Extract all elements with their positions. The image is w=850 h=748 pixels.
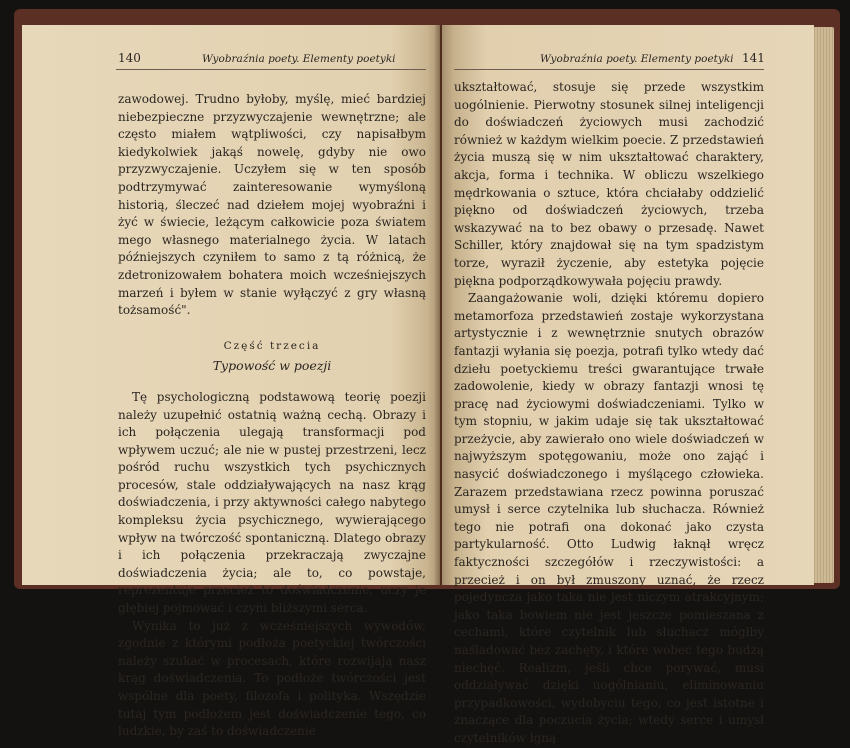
running-header: Wyobraźnia poety. Elementy poetyki — [202, 53, 396, 65]
section-title: Typowość w poezji — [212, 358, 332, 374]
paragraph: zawodowej. Trudno byłoby, myślę, mieć bardziej niebezpieczne przyzwyczajenie wewnętrzne; ale często miałem wątpliwości, czy napisałbym kiedykolwiek jakąś nowelę, gdyby nie owo przyzwyczajenie. Uczyłem się w ten sposób podtrzymywać zainteresowanie wymyśloną historią, śleczeć nad dziełem mojej wyobraźni i żyć w świecie, leżącym całkowicie poza światem mego własnego materialnego życia. W latach późniejszych czyniłem to samo z tą różnicą, że zdetronizowałem bohatera moich wcześniejszych marzeń i byłem w stanie wyłączyć z gry własną tożsamość". — [118, 92, 426, 318]
header-rule — [454, 69, 764, 70]
page-number: 140 — [118, 51, 141, 65]
book-spread — [14, 9, 840, 745]
paragraph: Zaangażowanie woli, dzięki któremu dopiero metamorfoza przedstawień zostaje wykorzystana artystycznie i z wewnętrznie snutych obrazów fantazji wyłania się poezja, potrafi tylko wtedy dać dziełu poetyckiemu treści gwarantujące trwałe zadowolenie, kiedy w obrazy fantazji wnosi tę pracę nad życiowymi doświadczeniami. Tylko w tym stopniu, w jakim udaje się tak ukształtować przeżycie, aby zawierało ono wiele doświadczeń w najwyższym spotęgowaniu, może ono zająć i nasycić doświadczonego i myślącego człowieka. Zarazem przedstawiana rzecz powinna poruszać umysł i serce czytelnika lub słuchacza. Również tego nie potrafi ona dokonać jako czysta partykularność. Otto Ludwig łaknął wręcz faktyczności szczegółów i rzeczywistości: a przecież i on był zmuszony uznać, że rzecz pojedyncza jako taka nie jest niczym atrakcyjnym; jako taka bowiem nie jest jeszcze pomieszana z cechami, które czytelnik lub słuchacz mógłby naśladować bez zachęty, i które wobec tego budzą niechęć. Realizm, jeśli chce porywać, musi oddziaływać dzięki uogólnianiu, eliminowaniu przypadkowości, wydobyciu tego, co jest istotne i znaczące dla poczucia życia; wtedy serce i umysł czytelników łgną — [454, 291, 764, 745]
running-header: Wyobraźnia poety. Elementy poetyki — [540, 53, 734, 65]
paragraph: ukształtować, stosuje się przede wszystkim uogólnienie. Pierwotny stosunek silnej inteligencji do doświadczeń życiowych musi zachodzić również w każdym wielkim poecie. Z przedstawień życia muszą się w nim ukształtować charaktery, akcja, forma i technika. W obliczu wszelkiego mędrkowania o sztuce, która chciałaby oddzielić piękno od doświadczeń życiowych, trzeba wskazywać na to bez obawy o przesadę. Nawet Schiller, który znajdował się na tym spadzistym torze, wyraził życzenie, aby estetyka pojęcie piękna podporządkowywała pojęciu prawdy. — [454, 80, 764, 288]
paragraph: Wynika to już z wcześniejszych wywodów, zgodnie z którymi podłoża poetyckiej twórczości należy szukać w procesach, które rozwijają nasz krąg doświadczenia. To podłoże twórczości jest wspólne dla poety, filozofa i polityka. Wszędzie tutaj tym podłożem jest doświadczenie tego, co ludzkie, by zaś to doświadczenie — [118, 618, 426, 739]
page-number: 141 — [742, 51, 765, 65]
left-page — [22, 25, 440, 739]
paragraph: Tę psychologiczną podstawową teorię poezji należy uzupełnić ostatnią ważną cechą. Obrazy i ich połączenia ulegają transformacji pod wpływem uczuć; ale nie w pustej przestrzeni, lecz pośród ruchu wszystkich tych psychicznych procesów, stale oddziaływających na nasz krąg doświadczenia, i przy aktywności całego nabytego kompleksu życia psychicznego, wywierającego wpływ na twórczość spontaniczną. Dlatego obrazy i ich połączenia przekraczają zwyczajne doświadczenia życia; ale to, co powstaje, reprezentuje przecież to doświadczenie, uczy je głębiej pojmować i czyni bliższymi serca. — [118, 389, 426, 616]
text-column — [118, 91, 426, 741]
header-rule — [116, 69, 426, 70]
section-label: Część trzecia — [223, 339, 321, 352]
right-page — [442, 25, 814, 745]
page-edges — [812, 27, 834, 583]
text-column — [454, 79, 764, 748]
